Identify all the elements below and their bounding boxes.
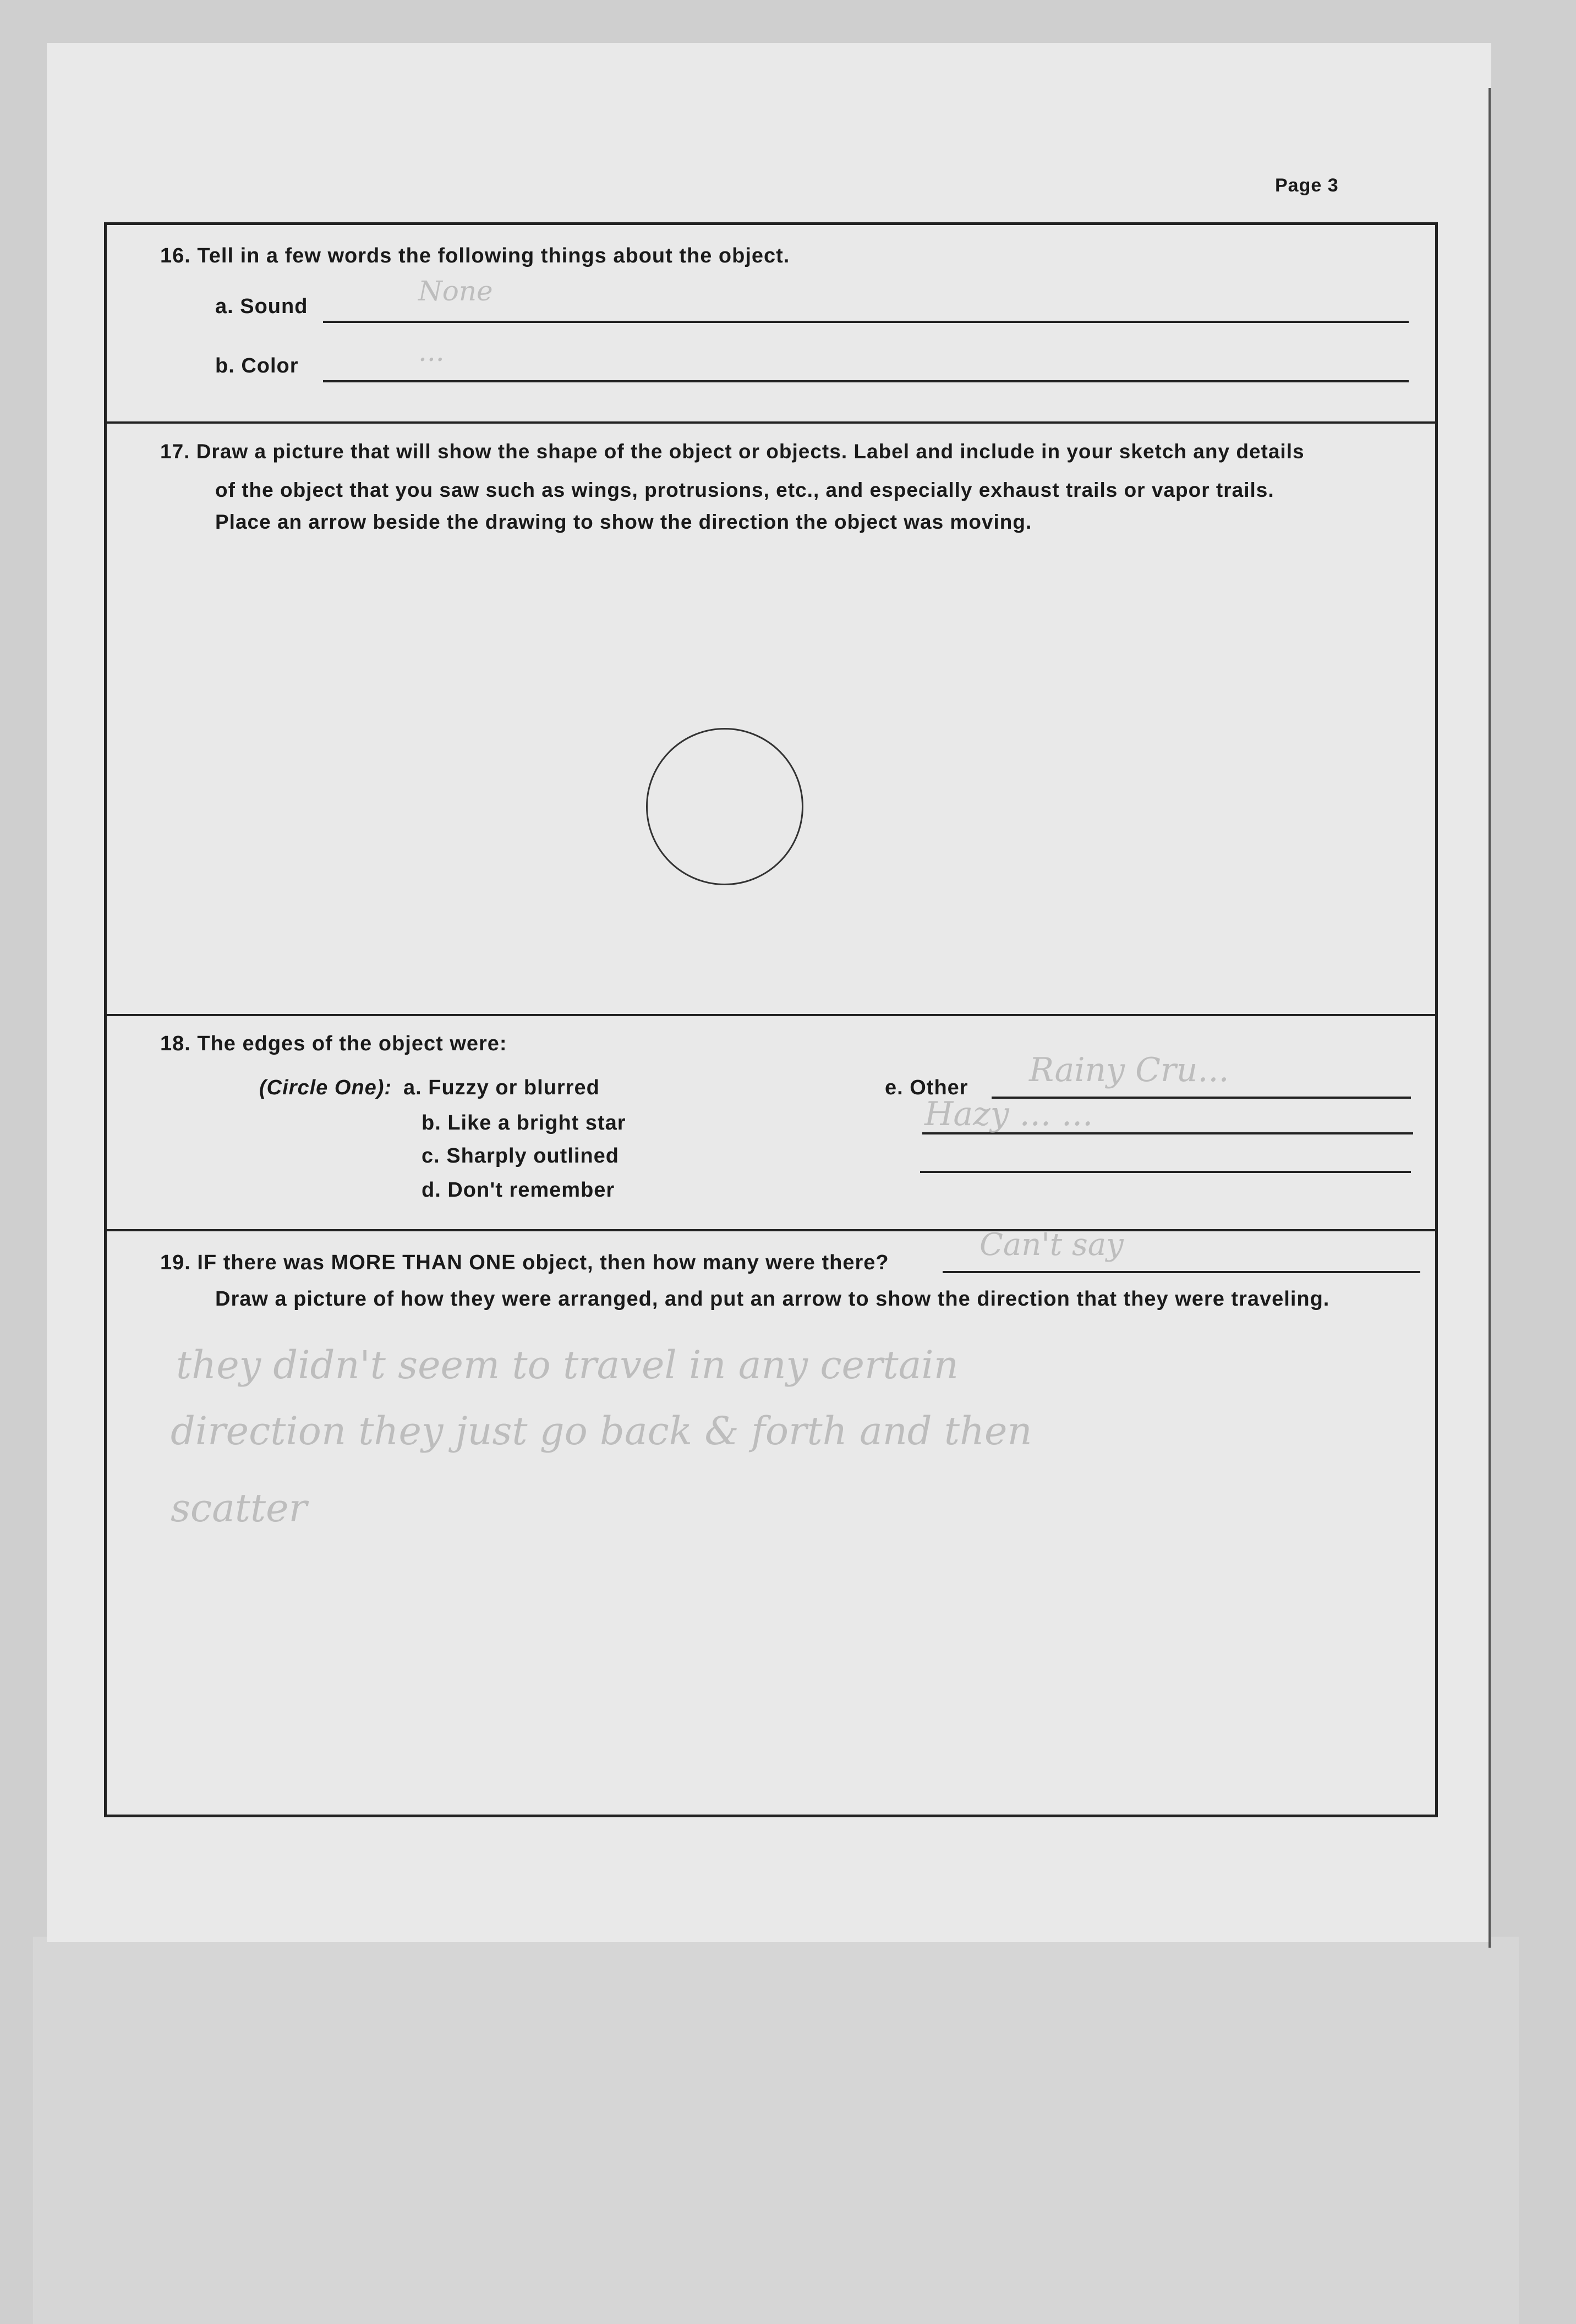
color-field[interactable]: ... [418, 336, 445, 368]
other-field-2[interactable]: Hazy ... ... [924, 1095, 1093, 1133]
question-19-line2: Draw a picture of how they were arranged, and put an arrow to show the direction that they were traveling. [215, 1287, 1330, 1311]
question-19: 19. IF there was MORE THAN ONE object, then how many were there? [160, 1251, 889, 1274]
other-label: e. Other [885, 1076, 968, 1099]
question-17-line3: Place an arrow beside the drawing to show the direction the object was moving. [215, 511, 1032, 533]
color-label: b. Color [215, 354, 299, 377]
question-16: 16. Tell in a few words the following things about the object. [160, 244, 790, 267]
scan-background [33, 1937, 1519, 2324]
answer-line-3: scatter [171, 1486, 308, 1531]
option-c[interactable]: c. Sharply outlined [422, 1144, 619, 1168]
option-a[interactable]: a. Fuzzy or blurred [403, 1076, 600, 1099]
divider-17 [104, 421, 1438, 424]
option-d[interactable]: d. Don't remember [422, 1179, 615, 1202]
question-18: 18. The edges of the object were: [160, 1032, 507, 1055]
sound-field[interactable]: None [418, 275, 493, 307]
sound-label: a. Sound [215, 295, 308, 318]
other-field-1[interactable]: Rainy Cru... [1029, 1051, 1229, 1089]
option-b[interactable]: b. Like a bright star [422, 1111, 626, 1134]
question-17-line2: of the object that you saw such as wings, protrusions, etc., and especially exhaust trails or vapor trails. [215, 479, 1274, 501]
sketch-circle [646, 728, 803, 885]
page-edge [1489, 88, 1491, 1948]
answer-line-1: they didn't seem to travel in any certain [176, 1342, 959, 1388]
question-17-line1: 17. Draw a picture that will show the shape of the object or objects. Label and include in your sketch any details [160, 440, 1305, 463]
divider-18 [104, 1014, 1438, 1016]
answer-line-2: direction they just go back & forth and then [171, 1408, 1032, 1454]
color-field-line [323, 380, 1409, 382]
count-field[interactable]: Can't say [979, 1227, 1124, 1263]
circle-one-label: (Circle One): [259, 1076, 392, 1099]
divider-19 [104, 1229, 1438, 1231]
page-number: Page 3 [1275, 175, 1339, 196]
sound-field-line [323, 321, 1409, 323]
count-field-line [943, 1271, 1420, 1273]
other-line-3 [920, 1171, 1411, 1173]
